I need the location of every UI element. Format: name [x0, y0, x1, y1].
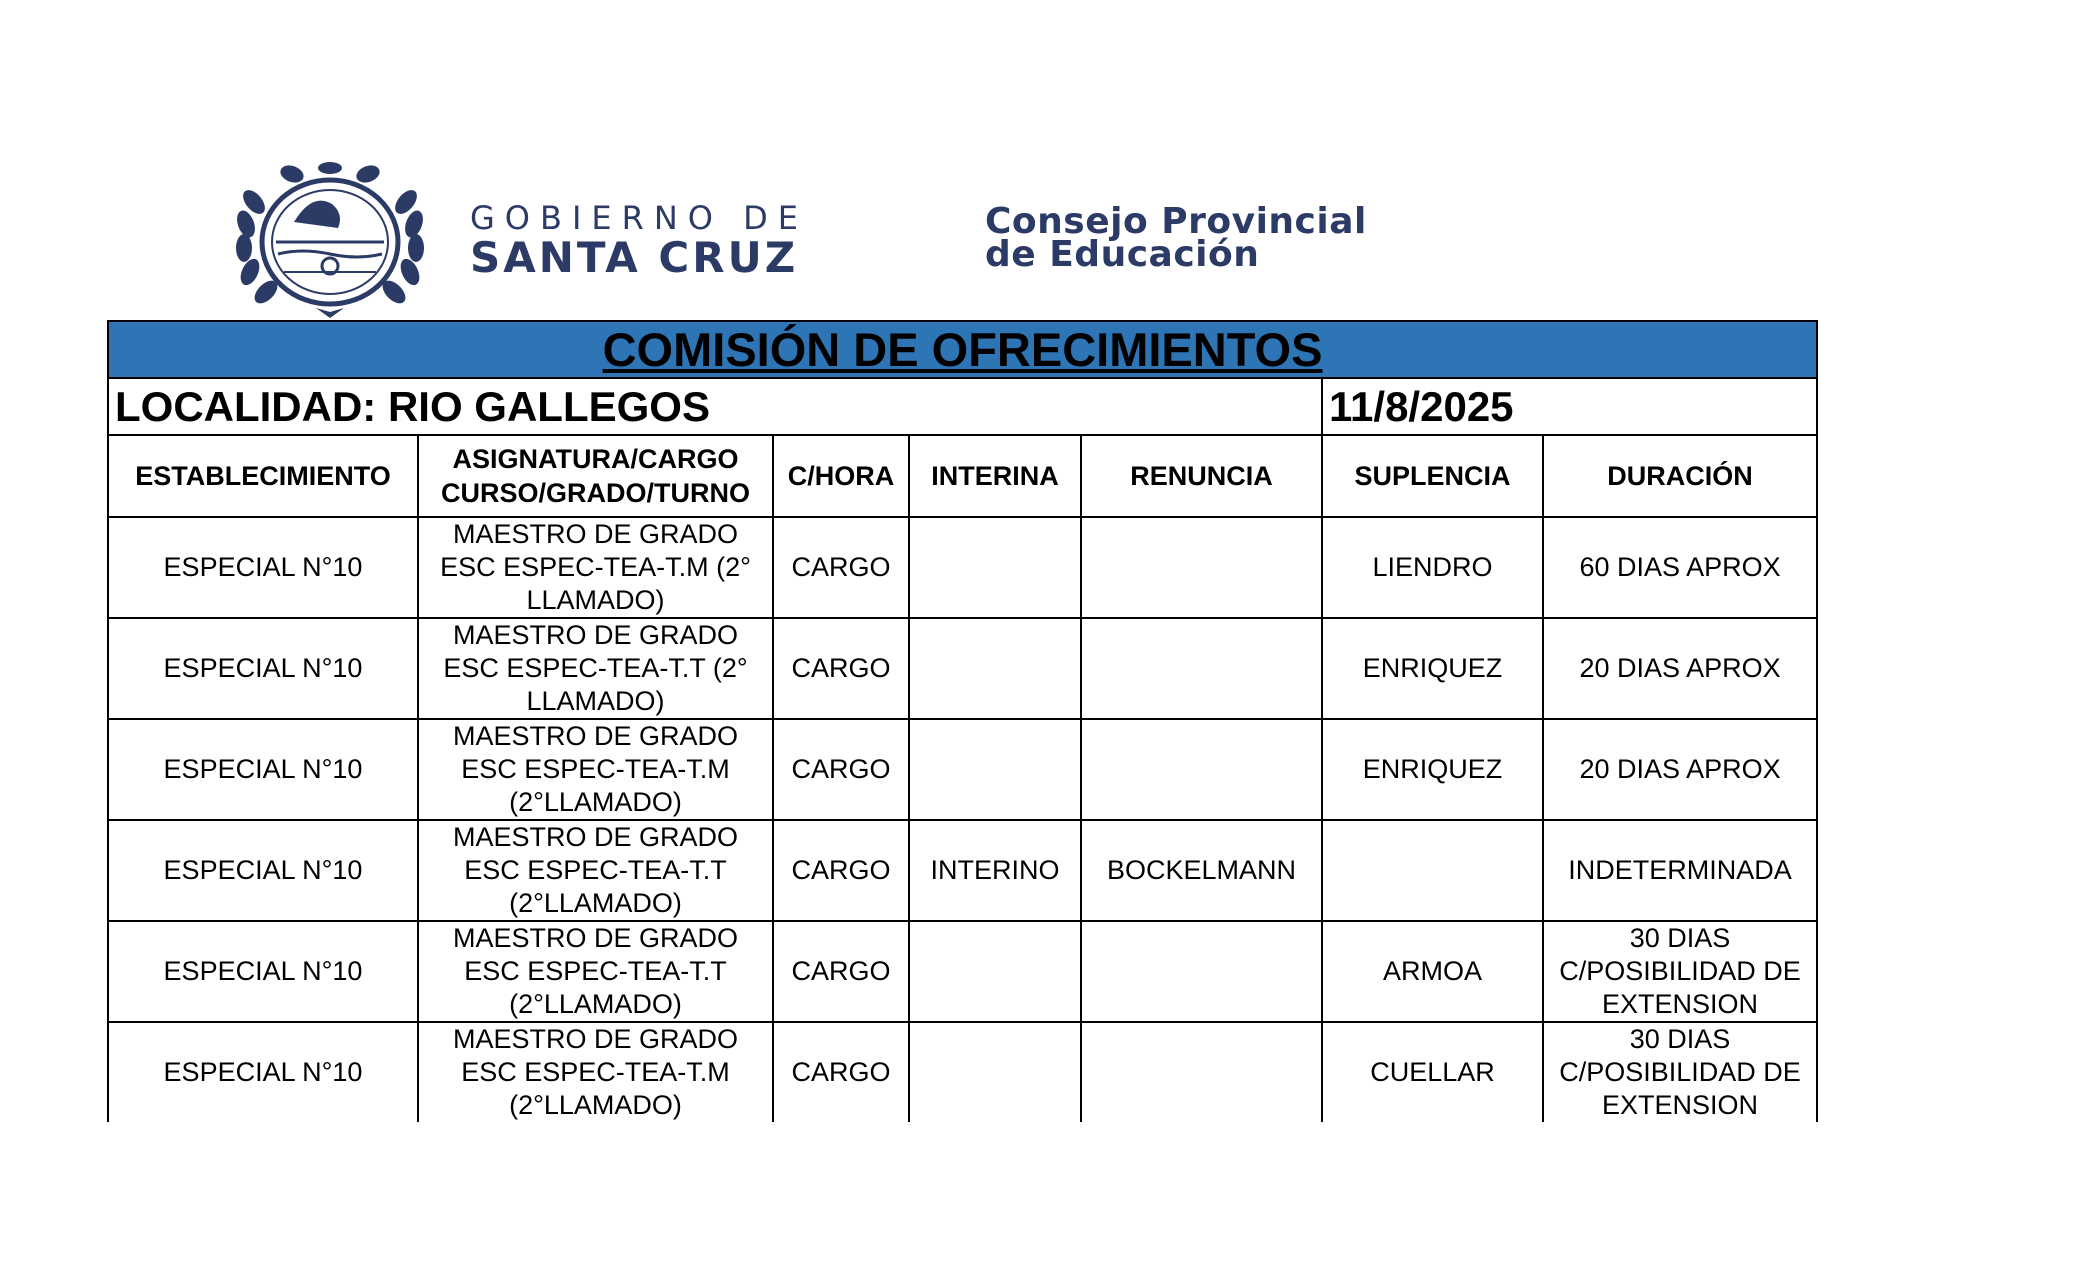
table-row	[108, 1022, 1817, 1122]
cell-duracion-line2: C/POSIBILIDAD DE	[1559, 956, 1801, 986]
cell-duracion-line1: 30 DIAS	[1629, 1024, 1731, 1054]
cell-suplencia: ARMOA	[1322, 921, 1543, 1022]
table-row	[108, 921, 1817, 1022]
cell-duracion	[1543, 1022, 1817, 1122]
cell-asignatura-line3: LLAMADO)	[526, 585, 665, 615]
cell-duracion	[1543, 618, 1817, 719]
ofrecimientos-table	[107, 320, 1818, 1122]
cell-chora: CARGO	[773, 517, 909, 618]
cell-asignatura-line1: MAESTRO DE GRADO	[452, 1024, 739, 1054]
cell-renuncia: BOCKELMANN	[1081, 820, 1322, 921]
cell-interina	[909, 1022, 1081, 1122]
consejo-line: Consejo Provincial	[985, 201, 1367, 242]
cell-asignatura-line2: ESC ESPEC-TEA-T.M (2°	[440, 552, 751, 582]
cell-asignatura-line1: MAESTRO DE GRADO	[452, 721, 739, 751]
table-row	[108, 517, 1817, 618]
cell-asignatura-line1: MAESTRO DE GRADO	[452, 923, 739, 953]
cell-asignatura-line3: (2°LLAMADO)	[509, 1090, 682, 1120]
cell-duracion	[1543, 719, 1817, 820]
gobierno-wordmark	[470, 200, 808, 280]
col-header-asignatura	[418, 435, 773, 517]
table-row	[108, 618, 1817, 719]
fecha-label: 11/8/2025	[1322, 378, 1817, 435]
col-header-asignatura-line1: ASIGNATURA/CARGO	[452, 444, 739, 474]
table-row	[108, 719, 1817, 820]
cell-duracion	[1543, 517, 1817, 618]
cell-establecimiento: ESPECIAL N°10	[108, 719, 418, 820]
santa-cruz-seal-icon	[232, 162, 428, 318]
gobierno-line: GOBIERNO DE	[470, 199, 808, 237]
cell-asignatura-line2: ESC ESPEC-TEA-T.M	[461, 1057, 730, 1087]
cell-duracion-line2: C/POSIBILIDAD DE	[1559, 1057, 1801, 1087]
cell-asignatura	[418, 719, 773, 820]
cell-chora: CARGO	[773, 719, 909, 820]
cell-suplencia: ENRIQUEZ	[1322, 719, 1543, 820]
cell-duracion-line1: 30 DIAS	[1629, 923, 1731, 953]
table-row	[108, 820, 1817, 921]
cell-asignatura-line2: ESC ESPEC-TEA-T.T (2°	[443, 653, 748, 683]
cell-asignatura	[418, 921, 773, 1022]
cell-asignatura-line1: MAESTRO DE GRADO	[452, 519, 739, 549]
cell-chora: CARGO	[773, 1022, 909, 1122]
consejo-wordmark	[985, 201, 1367, 275]
cell-asignatura-line1: MAESTRO DE GRADO	[452, 822, 739, 852]
cell-suplencia: CUELLAR	[1322, 1022, 1543, 1122]
cell-duracion	[1543, 820, 1817, 921]
cell-suplencia: LIENDRO	[1322, 517, 1543, 618]
cell-asignatura-line3: LLAMADO)	[526, 686, 665, 716]
cell-chora: CARGO	[773, 820, 909, 921]
cell-establecimiento: ESPECIAL N°10	[108, 921, 418, 1022]
cell-renuncia	[1081, 719, 1322, 820]
cell-renuncia	[1081, 618, 1322, 719]
localidad-row	[108, 378, 1817, 435]
col-header-interina: INTERINA	[909, 435, 1081, 517]
col-header-asignatura-line2: CURSO/GRADO/TURNO	[441, 478, 750, 508]
cell-duracion	[1543, 921, 1817, 1022]
cell-asignatura-line3: (2°LLAMADO)	[509, 888, 682, 918]
cell-asignatura-line3: (2°LLAMADO)	[509, 787, 682, 817]
santa-cruz-line: SANTA CRUZ	[470, 233, 799, 282]
cell-establecimiento: ESPECIAL N°10	[108, 517, 418, 618]
cell-renuncia	[1081, 921, 1322, 1022]
cell-asignatura-line2: ESC ESPEC-TEA-T.T	[464, 956, 727, 986]
table-header-row	[108, 435, 1817, 517]
cell-asignatura	[418, 517, 773, 618]
cell-asignatura	[418, 820, 773, 921]
cell-chora: CARGO	[773, 618, 909, 719]
col-header-suplencia: SUPLENCIA	[1322, 435, 1543, 517]
page-title: COMISIÓN DE OFRECIMIENTOS	[108, 321, 1817, 378]
col-header-chora: C/HORA	[773, 435, 909, 517]
cell-duracion-line3: EXTENSION	[1602, 989, 1759, 1019]
cell-interina	[909, 618, 1081, 719]
cell-suplencia	[1322, 820, 1543, 921]
cell-chora: CARGO	[773, 921, 909, 1022]
localidad-label: LOCALIDAD: RIO GALLEGOS	[108, 378, 1322, 435]
educacion-line: de Educación	[985, 234, 1260, 275]
cell-establecimiento: ESPECIAL N°10	[108, 820, 418, 921]
cell-interina	[909, 719, 1081, 820]
cell-interina: INTERINO	[909, 820, 1081, 921]
cell-asignatura-line2: ESC ESPEC-TEA-T.M	[461, 754, 730, 784]
cell-asignatura-line3: (2°LLAMADO)	[509, 989, 682, 1019]
cell-duracion-line1: 20 DIAS APROX	[1579, 653, 1781, 683]
cell-interina	[909, 517, 1081, 618]
col-header-duracion: DURACIÓN	[1543, 435, 1817, 517]
document-header	[0, 0, 2100, 320]
cell-asignatura-line1: MAESTRO DE GRADO	[452, 620, 739, 650]
cell-duracion-line3: EXTENSION	[1602, 1090, 1759, 1120]
title-row	[108, 321, 1817, 378]
cell-suplencia: ENRIQUEZ	[1322, 618, 1543, 719]
cell-establecimiento: ESPECIAL N°10	[108, 618, 418, 719]
cell-duracion-line1: INDETERMINADA	[1568, 855, 1792, 885]
cell-duracion-line1: 20 DIAS APROX	[1579, 754, 1781, 784]
cell-renuncia	[1081, 1022, 1322, 1122]
cell-asignatura	[418, 1022, 773, 1122]
cell-asignatura	[418, 618, 773, 719]
cell-interina	[909, 921, 1081, 1022]
cell-establecimiento: ESPECIAL N°10	[108, 1022, 418, 1122]
col-header-establecimiento: ESTABLECIMIENTO	[108, 435, 418, 517]
cell-duracion-line1: 60 DIAS APROX	[1579, 552, 1781, 582]
col-header-renuncia: RENUNCIA	[1081, 435, 1322, 517]
cell-renuncia	[1081, 517, 1322, 618]
cell-asignatura-line2: ESC ESPEC-TEA-T.T	[464, 855, 727, 885]
